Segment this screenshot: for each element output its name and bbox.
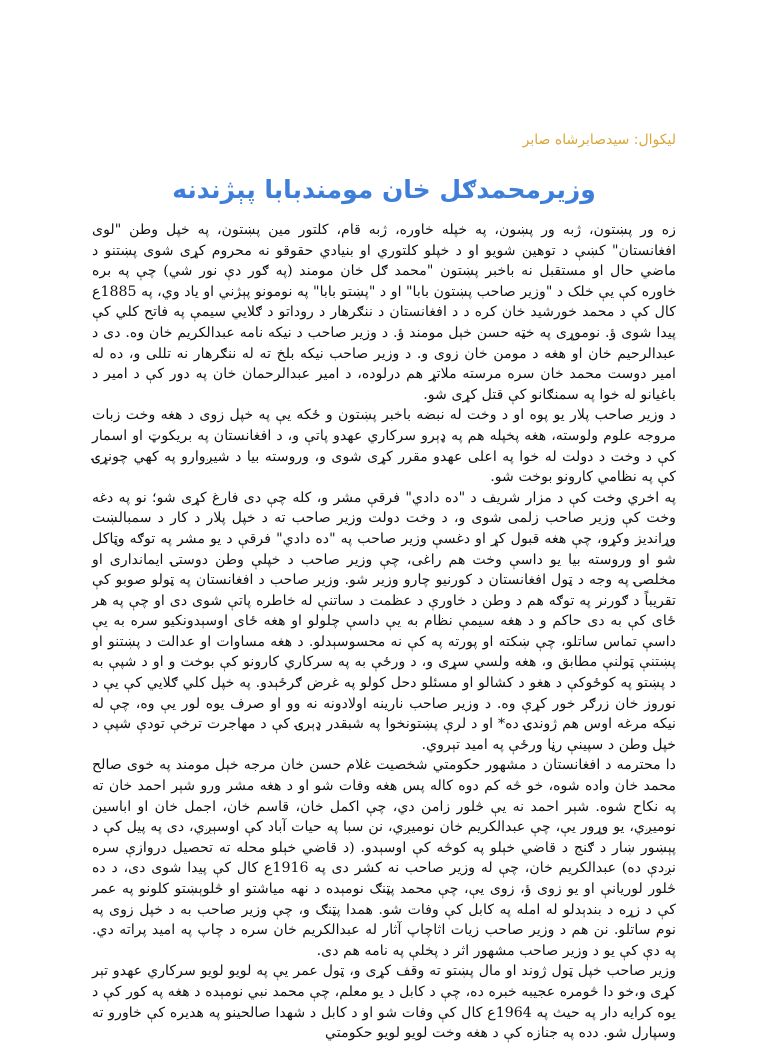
paragraph-5: وزير صاحب خپل ټول ژوند او مال پښتو ته وقف کړی و، ټول عمر يې په لويو لويو سرکاري عهدو تېر کړی و،خو دا څومره عجيبه خبره ده، چې د کابل د يو معلم، چې محمد نبي نومېده د هغه په کور کې د يوه کرايه دار په حيث په 1964ع کال کې وفات شو او د کابل د شهدا صالحينو په هديره کې خاورو ته وسپارل شو. دده په جنازه کې د هغه وخت لويو لويو حکومتي <box>92 963 676 1042</box>
paragraph-1: زه ور پښتون، ژبه ور پښون، په خپله خاوره، ژبه قام، کلتور مين پښتون، په خپل وطن "لوی افغانستان" کښې د توهين شويو او د خپلو کلتوري او بنيادي حقوقو نه محروم کړی شوی پښتنو د ماضي حال او مستقبل نه باخبر پښتون "محمد ګل خان مومند (په ګور دې نور شي) چې په بره خاوره کې يې خلک د "وزير صاحب پښتون بابا" او د "پښتو بابا" په نومونو پېژني او ياد وي، په 1885ع کال کې د محمد خورشيد خان کره د د افغانستان د ننګرهار د روداتو د ګلايي سيمې په فاتح کلي کې پيدا شوی ؤ. نوموړی په خټه حسن خېل مومند ؤ. د وزير صاحب د نيکه نامه عبدالکريم خان وه. دی د عبدالرحيم خان او هغه د مومن خان زوی و. د وزير صاحب نيکه بلخ ته له ننګرهار نه تللی و، ده له امير دوست محمد خان سره مرسته ملاتړ هم درلوده، د امير عبدالرحمان خان په دور کې د امير د باغيانو له خوا په سمنګانو کې قتل کړی شو. <box>92 222 676 403</box>
article-title: وزيرمحمدګل خان مومندبابا پېژندنه <box>172 175 596 204</box>
paragraph-3: په اخري وخت کې د مزار شريف د "ده دادي" فرقې مشر و، کله چې دی فارغ کړی شو؛ نو په دغه وخت کې وزير صاحب زلمی شوی و، د وخت دولت وزير صاحب ته د خپل پلار د کار د سمبالښت وړانديز وکړو، چې هغه قبول کړ او دغسې وزير صاحب په "ده دادي" فرقې د يو مشر په توګه وټاکل شو او وروسته بيا يو داسې وخت هم راغی، چې وزير صاحب د خپلې وطن دوستۍ ايمانداری او مخلصۍ په وجه د ټول افغانستان د کورنيو چارو وزير شو. وزير صاحب د افغانستان په ټولو صوبو کې تقريباً د ګورنر په توګه هم د وطن د خاورې د عظمت د ساتنې له خاطره پاتې شوی دی او چې په هر ځای کې به دی حاکم و د هغه سيمې نظام به يې داسې چلولو او هغه ځای اوسېدونکيو سره به يې داسې تماس ساتلو، چې ښکته او پورته په کې نه محسوسېدلو. د هغه مساوات او عدالت د پښتنو او پښتنې ټولنې مطابق و، هغه ولسي سړی و، د ورځې به په سرکاري کارونو کې بوخت و او د شپې به د پښتو په کوځوکې د هغو د کشالو او مسئلو دحل کولو په غرض ګرځېدو. په خپل کلي ګلايي کې يې د نوروز خان زرګر خور کړې وه. د وزير صاحب نارينه اولادونه نه وو او صرف يوه لور يې وه، چې له نيکه مرغه اوس هم ژوندۍ ده* او د لرې پښتونخوا په شبقدر ډېرۍ کې د مهاجرت ترخې تودې شپې د خپل وطن د سپينې رڼا ورځې په اميد تېروي. <box>92 489 676 753</box>
paragraph-4: دا محترمه د افغانستان د مشهور حکومتي شخصيت غلام حسن خان مرجه خېل مومند په خوی صالح محمد خان واده شوه، خو څه کم دوه کاله پس هغه وفات شو او د هغه مشر ورو شېر احمد خان ته په نکاح شوه. شېر احمد نه يې څلور زامن دي، چې اکمل خان، قاسم خان، اجمل خان او اباسين نوميږي، يو وړور يې، چې عبدالکريم خان نوميږي، نن سبا په حيات آباد کې اوسېږي، دی په پيل کې د پېښور ښار د ګنج د قاضي خېلو په کوڅه کې اوسېدو. (د قاضي خېلو محله ته تحصيل دروازې سره نږدې ده) عبدالکريم خان، چې له وزير صاحب نه کشر دی په 1916ع کال کې پيدا شوی دی، د ده څلور لوريانې او يو زوی ؤ، زوی يې، چې محمد پټنګ نومېده د نهه مياشتو او څلوېښتو کلونو په عمر کې د زړه د بندېدلو له امله په کابل کې وفات شو. همدا پټنګ و، چې وزير صاحب به د خپل زوی په نوم ساتلو. نن هم د وزير صاحب زيات اثاچاپ آثار له عبدالکريم خان سره د چاپ په اميد پراته دي. په دې کې يو د وزير صاحب مشهور اثر د پخلې په نامه هم دی. <box>92 757 676 959</box>
paragraph-2: د وزير صاحب پلار يو پوه او د وخت له نبضه باخبر پښتون و ځکه يې په خپل زوی د هغه وخت زبات مروجه علوم ولوسته، هغه پخپله هم په ډېرو سرکاري عهدو پاتې و، د افغانستان په بريکوټ او اسمار کې د وخت د دولت له خوا په اعلی عهدو مقرر کړی شوی و، وروسته بيا د شيږوارو په کهي چونړۍ کې په نظامي کارونو بوخت شو. <box>92 407 676 486</box>
author-line: ليكوال: سيدصابرشاه صابر <box>522 132 676 148</box>
document-page <box>92 96 676 1044</box>
